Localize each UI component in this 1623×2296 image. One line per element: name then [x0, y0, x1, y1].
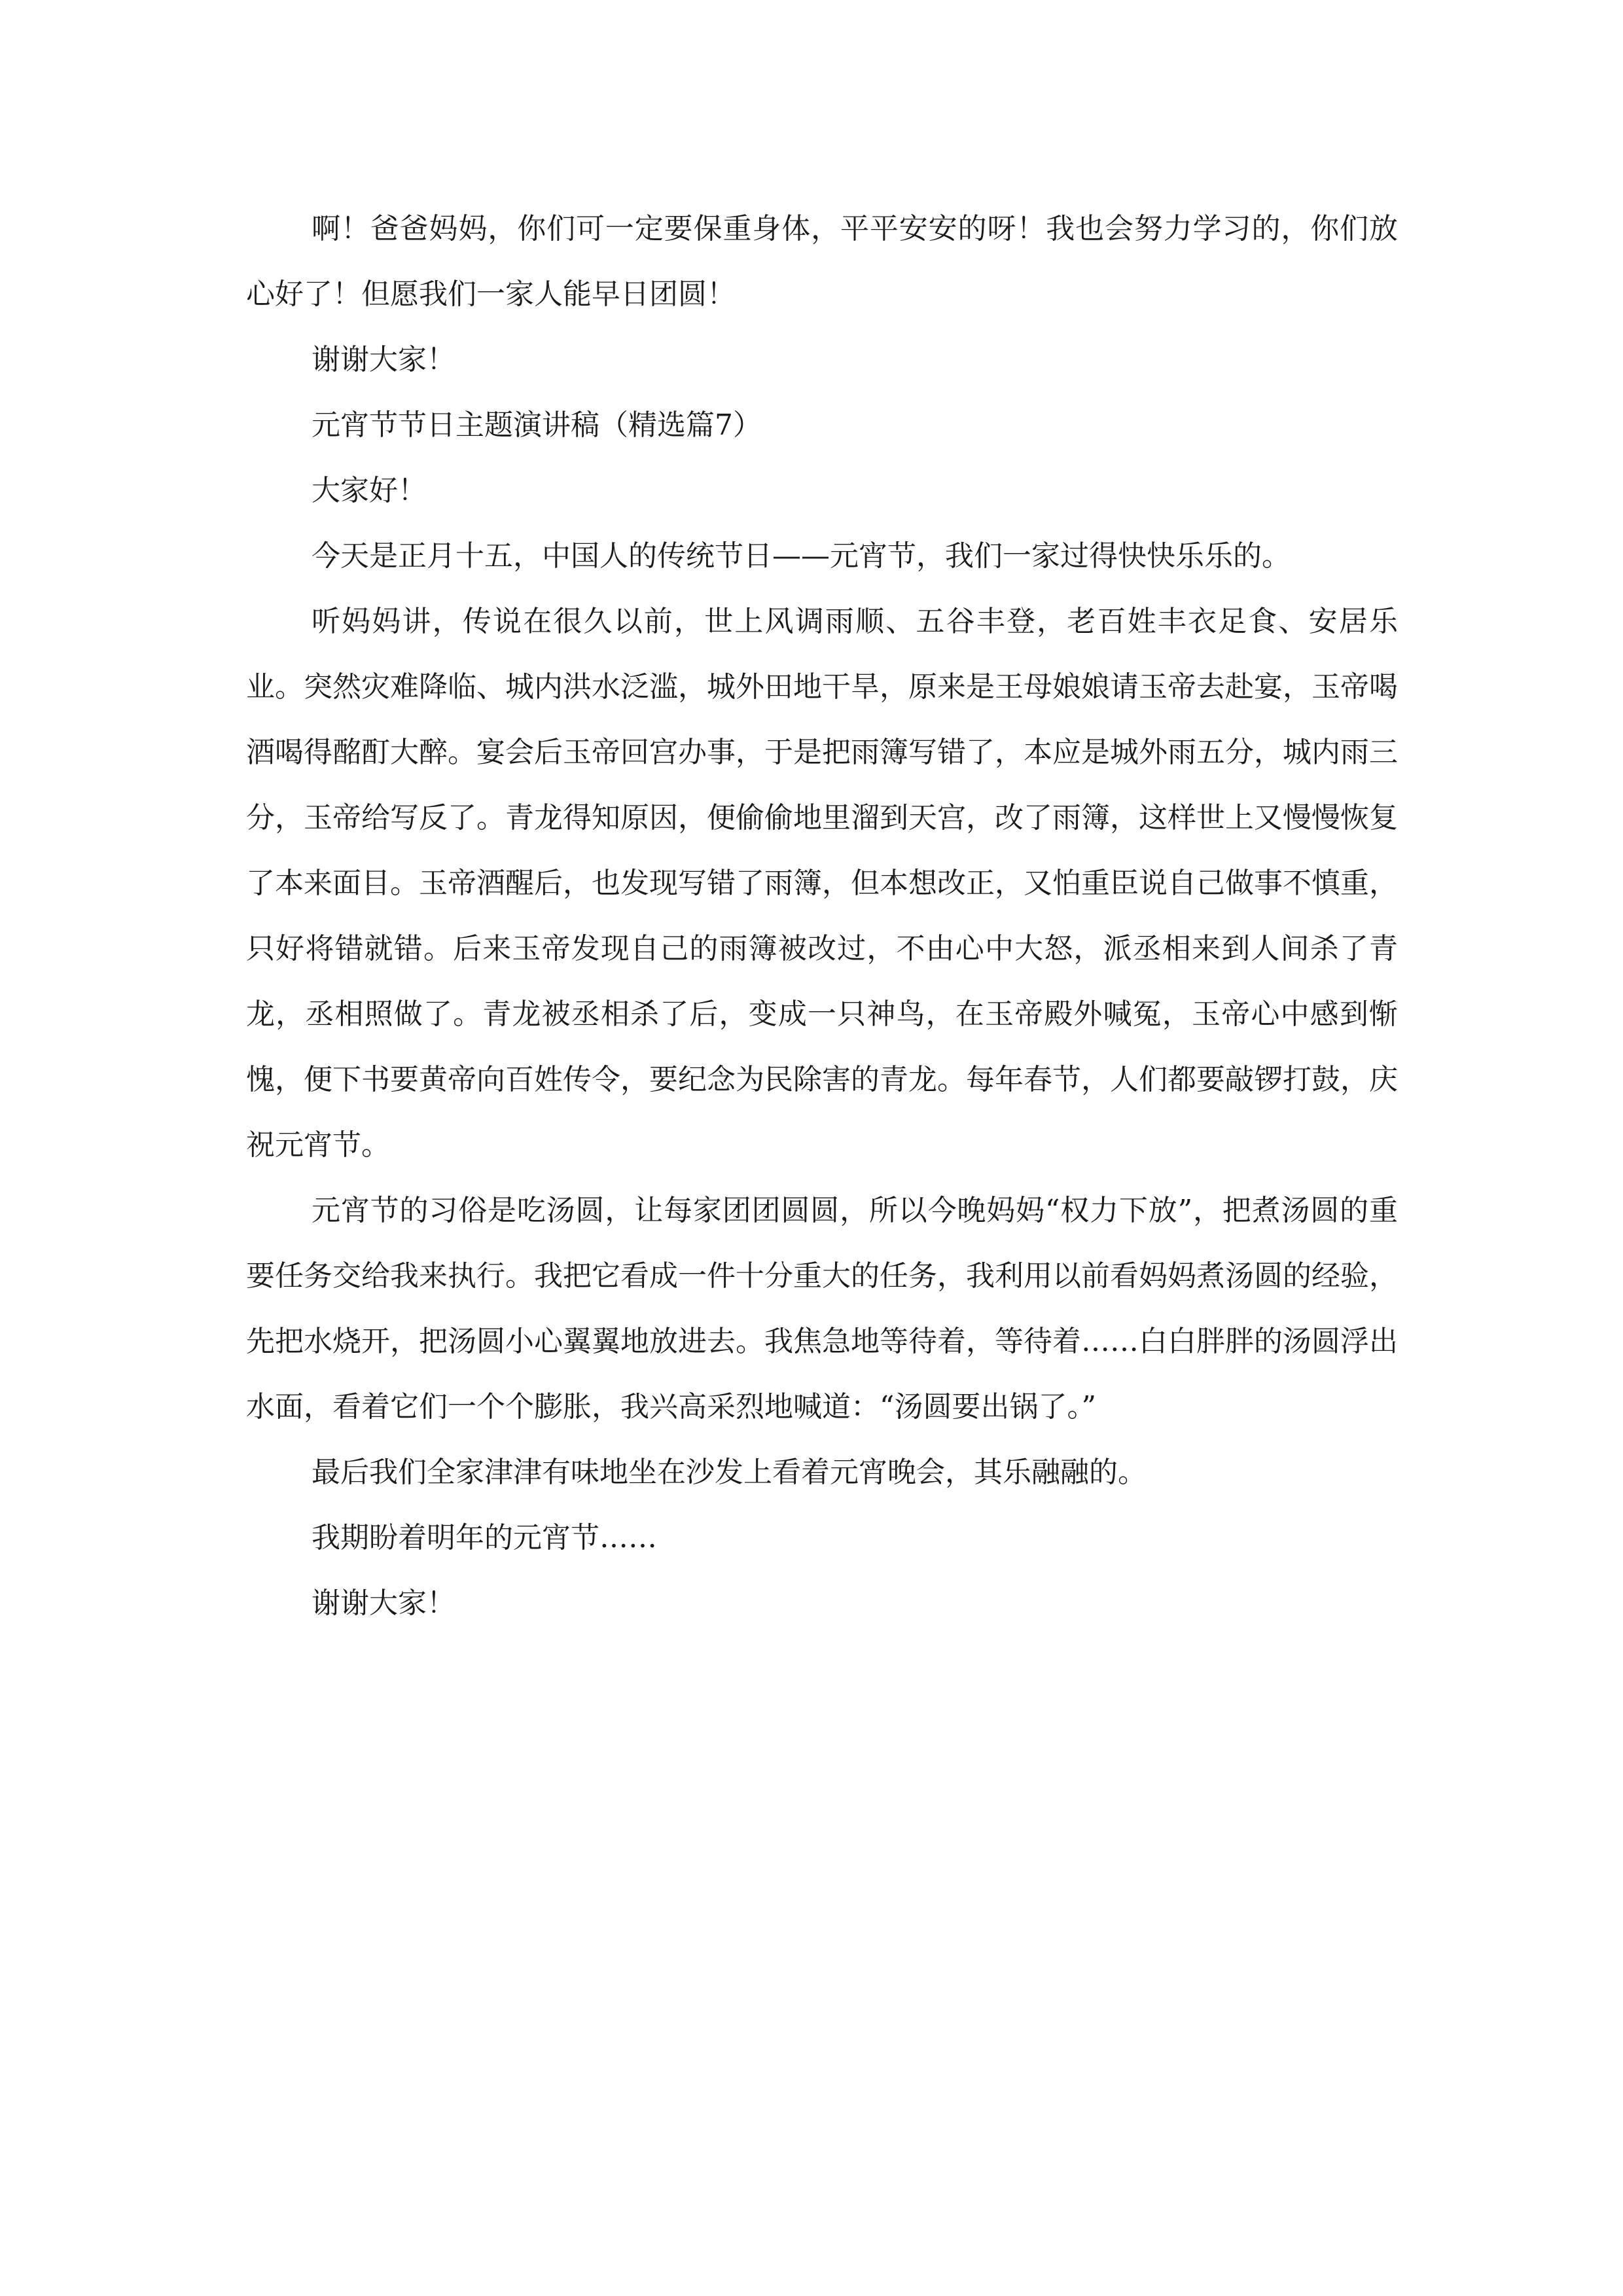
paragraph-closing-wish: 啊！爸爸妈妈，你们可一定要保重身体，平平安安的呀！我也会努力学习的，你们放心好了！但愿我们一家人能早日团圆！ [246, 212, 1398, 311]
section-title: 元宵节节日主题演讲稿（精选篇7） [312, 408, 762, 442]
paragraph-legend: 听妈妈讲，传说在很久以前，世上风调雨顺、五谷丰登，老百姓丰衣足食、安居乐业。突然灾难降临、城内洪水泛滥，城外田地干旱，原来是王母娘娘请玉帝去赴宴，玉帝喝酒喝得酩酊大醉。宴会后玉帝回宫办事，于是把雨簿写错了，本应是城外雨五分，城内雨三分，玉帝给写反了。青龙得知原因，便偷偷地里溜到天宫，改了雨簿，这样世上又慢慢恢复了本来面目。玉帝酒醒后，也发现写错了雨簿，但本想改正，又怕重臣说自己做事不慎重，只好将错就错。后来玉帝发现自己的雨簿被改过，不由心中大怒，派丞相来到人间杀了青龙，丞相照做了。青龙被丞相杀了后，变成一只神鸟，在玉帝殿外喊冤，玉帝心中感到惭愧，便下书要黄帝向百姓传令，要纪念为民除害的青龙。每年春节，人们都要敲锣打鼓，庆祝元宵节。 [246, 605, 1398, 1162]
paragraph-thanks-1: 谢谢大家！ [312, 343, 455, 376]
paragraph-gala: 最后我们全家津津有味地坐在沙发上看着元宵晚会，其乐融融的。 [312, 1456, 1147, 1489]
paragraph-greeting: 大家好！ [312, 474, 427, 507]
paragraph-intro: 今天是正月十五，中国人的传统节日——元宵节，我们一家过得快快乐乐的。 [312, 539, 1291, 573]
paragraph-anticipation: 我期盼着明年的元宵节…… [312, 1521, 657, 1554]
paragraph-thanks-2: 谢谢大家！ [312, 1587, 455, 1620]
document-body [246, 196, 1398, 1636]
paragraph-tangyuan: 元宵节的习俗是吃汤圆，让每家团团圆圆，所以今晚妈妈“权力下放”，把煮汤圆的重要任务交给我来执行。我把它看成一件十分重大的任务，我利用以前看妈妈煮汤圆的经验，先把水烧开，把汤圆小心翼翼地放进去。我焦急地等待着，等待着……白白胖胖的汤圆浮出水面，看着它们一个个膨胀，我兴高采烈地喊道：“汤圆要出锅了。” [246, 1194, 1398, 1424]
